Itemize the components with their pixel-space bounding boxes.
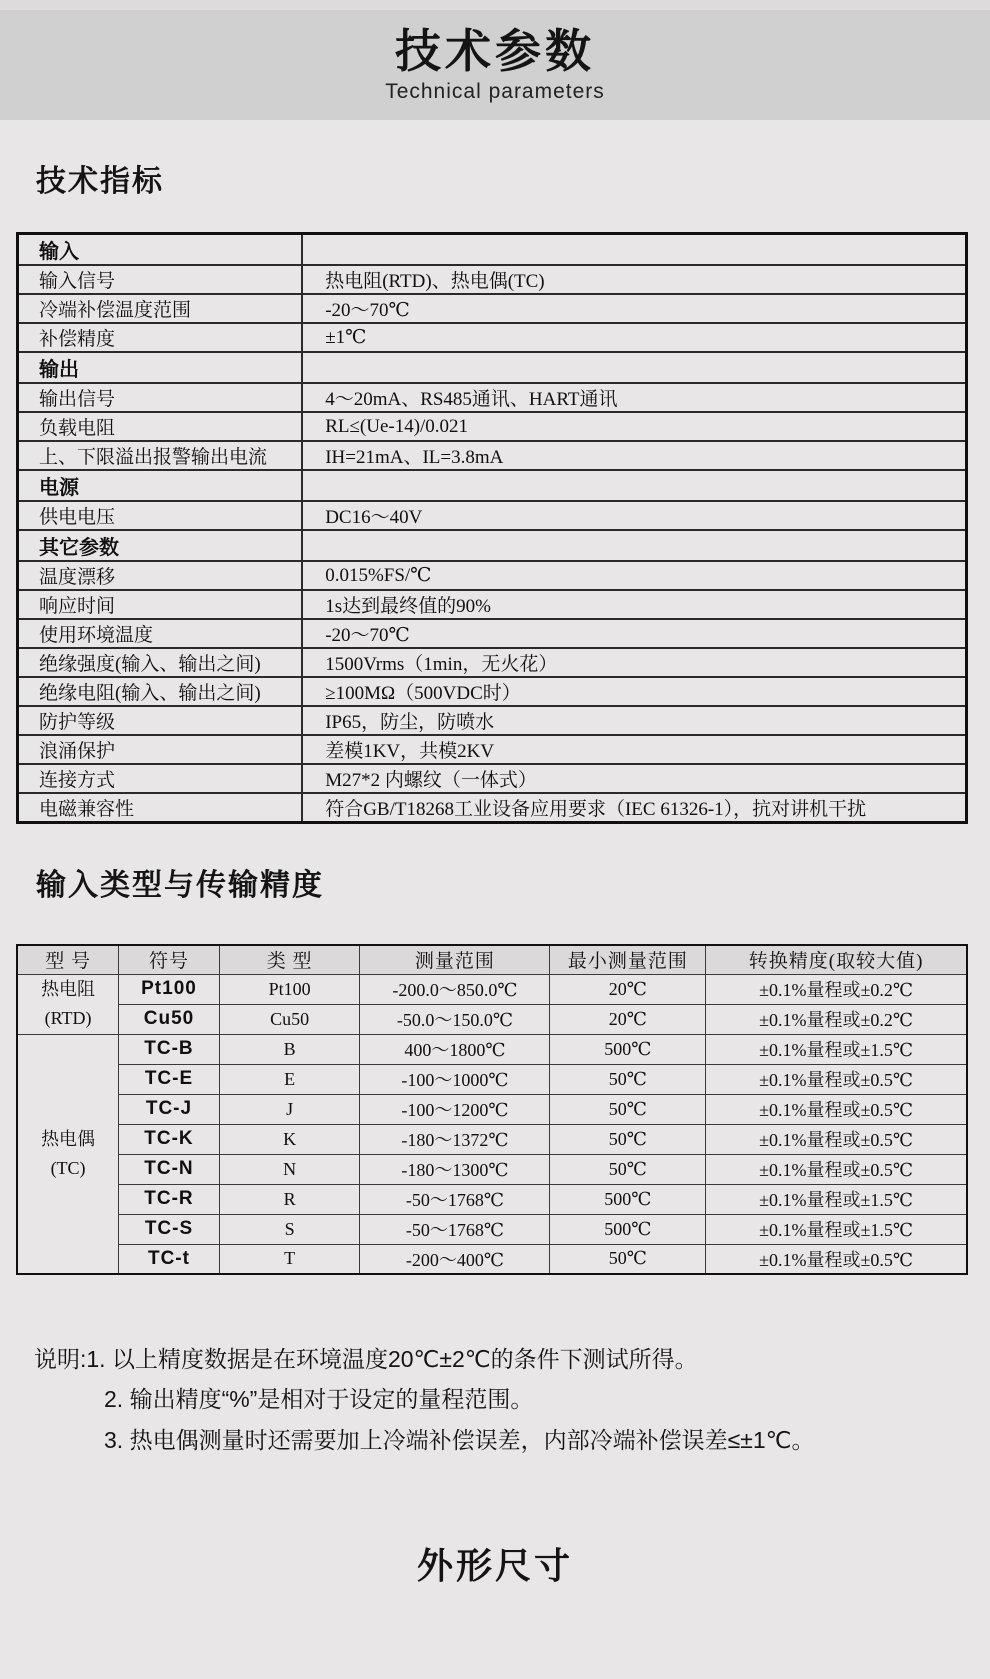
io-column-header: 转换精度(取较大值) (706, 945, 967, 974)
io-symbol-cell: Cu50 (119, 1004, 220, 1034)
spec-label-cell: 输出 (18, 352, 303, 383)
table-row (18, 383, 967, 412)
spec-value-cell: 0.015%FS/℃ (302, 561, 966, 590)
spec-value-cell: M27*2 内螺纹（一体式） (302, 764, 966, 793)
table-row (18, 501, 967, 530)
io-type-cell: J (219, 1094, 360, 1124)
spec-value-cell: IP65，防尘，防喷水 (302, 706, 966, 735)
note-text: 2. 输出精度“%”是相对于设定的量程范围。 (104, 1386, 534, 1413)
table-row (18, 764, 967, 793)
table-row (18, 441, 967, 470)
io-range-cell: -180～1372℃ (360, 1124, 550, 1154)
table-row (17, 1004, 967, 1034)
io-accuracy-cell: ±0.1%量程或±1.5℃ (706, 1214, 967, 1244)
spec-table (16, 232, 968, 824)
table-row (17, 1124, 967, 1154)
io-min-range-cell: 500℃ (550, 1214, 706, 1244)
page-title: 技术参数 (395, 24, 595, 77)
io-range-cell: -100～1000℃ (360, 1064, 550, 1094)
table-row (18, 352, 967, 383)
note-text: 1. 以上精度数据是在环境温度20℃±2℃的条件下测试所得。 (86, 1346, 698, 1372)
spec-label-cell: 负载电阻 (18, 412, 303, 441)
table-row (18, 590, 967, 619)
io-symbol-cell: Pt100 (119, 974, 220, 1004)
io-column-header: 最小测量范围 (550, 945, 706, 974)
table-row (17, 1184, 967, 1214)
spec-value-cell: IH=21mA、IL=3.8mA (302, 441, 966, 470)
spec-value-cell: -20～70℃ (302, 619, 966, 648)
table-row (17, 1034, 967, 1064)
table-row (17, 1064, 967, 1094)
table-row (18, 793, 967, 823)
io-table (16, 944, 968, 1275)
table-row (18, 561, 967, 590)
spec-label-cell: 电磁兼容性 (18, 793, 303, 823)
table-row (18, 530, 967, 561)
table-row (18, 470, 967, 501)
page-subtitle: Technical parameters (385, 80, 605, 104)
io-range-cell: -200～400℃ (360, 1244, 550, 1274)
io-header-row (17, 945, 967, 974)
io-type-cell: T (219, 1244, 360, 1274)
io-type-cell: Pt100 (219, 974, 360, 1004)
io-accuracy-cell: ±0.1%量程或±0.2℃ (706, 1004, 967, 1034)
table-row (17, 1214, 967, 1244)
io-accuracy-cell: ±0.1%量程或±0.5℃ (706, 1064, 967, 1094)
spec-label-cell: 输出信号 (18, 383, 303, 412)
io-range-cell: 400～1800℃ (360, 1034, 550, 1064)
spec-label-cell: 上、下限溢出报警输出电流 (18, 441, 303, 470)
io-model-line: (RTD) (44, 1008, 92, 1028)
io-model-line: (TC) (50, 1157, 86, 1178)
table-row (17, 1154, 967, 1184)
top-strip (0, 0, 990, 10)
io-type-cell: K (219, 1124, 360, 1154)
spec-label-cell: 连接方式 (18, 764, 303, 793)
io-min-range-cell: 20℃ (550, 974, 706, 1004)
io-min-range-cell: 500℃ (550, 1184, 706, 1214)
spec-label-cell: 响应时间 (18, 590, 303, 619)
io-symbol-cell: TC-S (119, 1214, 220, 1244)
spec-label-cell: 使用环境温度 (18, 619, 303, 648)
table-row (17, 1094, 967, 1124)
io-type-cell: Cu50 (219, 1004, 360, 1034)
table-row (17, 974, 967, 1004)
spec-value-cell: 热电阻(RTD)、热电偶(TC) (302, 265, 966, 294)
io-model-line: 热电偶 (41, 1128, 96, 1149)
spec-value-cell: ±1℃ (302, 323, 966, 352)
io-type-cell: B (219, 1034, 360, 1064)
spec-value-cell: 符合GB/T18268工业设备应用要求（IEC 61326-1），抗对讲机干扰 (302, 793, 966, 823)
spec-label-cell: 防护等级 (18, 706, 303, 735)
io-range-cell: -50～1768℃ (360, 1214, 550, 1244)
io-range-cell: -180～1300℃ (360, 1154, 550, 1184)
io-range-cell: -50.0～150.0℃ (360, 1004, 550, 1034)
table-row (18, 265, 967, 294)
table-row (18, 706, 967, 735)
table-row (18, 619, 967, 648)
io-column-header: 型 号 (17, 945, 119, 974)
io-symbol-cell: TC-N (119, 1154, 220, 1184)
note-text: 3. 热电偶测量时还需要加上冷端补偿误差，内部冷端补偿误差≤±1℃。 (104, 1426, 815, 1453)
io-min-range-cell: 20℃ (550, 1004, 706, 1034)
spec-label-cell: 补偿精度 (18, 323, 303, 352)
io-range-cell: -50～1768℃ (360, 1184, 550, 1214)
io-symbol-cell: TC-J (119, 1094, 220, 1124)
io-column-header: 测量范围 (360, 945, 550, 974)
spec-label-cell: 浪涌保护 (18, 735, 303, 764)
spec-label-cell: 供电电压 (18, 501, 303, 530)
spec-value-cell (302, 234, 966, 266)
spec-label-cell: 冷端补偿温度范围 (18, 294, 303, 323)
table-row (18, 323, 967, 352)
spec-label-cell: 绝缘电阻(输入、输出之间) (18, 677, 303, 706)
io-min-range-cell: 50℃ (550, 1244, 706, 1274)
table-row (18, 234, 967, 266)
table-row (18, 412, 967, 441)
spec-label-cell: 绝缘强度(输入、输出之间) (18, 648, 303, 677)
io-type-cell: N (219, 1154, 360, 1184)
note-prefix: 说明: (34, 1346, 87, 1372)
io-symbol-cell: TC-R (119, 1184, 220, 1214)
io-model-cell (17, 974, 119, 1034)
spec-value-cell: -20～70℃ (302, 294, 966, 323)
spec-label-cell: 输入信号 (18, 265, 303, 294)
io-min-range-cell: 500℃ (550, 1034, 706, 1064)
spec-value-cell: RL≤(Ue-14)/0.021 (302, 412, 966, 441)
spec-value-cell (302, 530, 966, 561)
io-type-cell: R (219, 1184, 360, 1214)
io-section-heading: 输入类型与传输精度 (36, 869, 324, 902)
io-type-cell: E (219, 1064, 360, 1094)
io-symbol-cell: TC-E (119, 1064, 220, 1094)
title-band (0, 10, 990, 120)
note-line (34, 1339, 990, 1379)
io-column-header: 类 型 (219, 945, 360, 974)
io-min-range-cell: 50℃ (550, 1154, 706, 1184)
io-min-range-cell: 50℃ (550, 1064, 706, 1094)
spec-value-cell (302, 352, 966, 383)
spec-section-heading: 技术指标 (36, 165, 164, 198)
spec-value-cell: DC16～40V (302, 501, 966, 530)
spec-value-cell: ≥100MΩ（500VDC时） (302, 677, 966, 706)
note-line (34, 1420, 990, 1460)
spec-value-cell: 差模1KV，共模2KV (302, 735, 966, 764)
spec-label-cell: 温度漂移 (18, 561, 303, 590)
dimensions-heading: 外形尺寸 (416, 1544, 573, 1586)
spec-value-cell (302, 470, 966, 501)
io-accuracy-cell: ±0.1%量程或±0.2℃ (706, 974, 967, 1004)
table-row (18, 677, 967, 706)
table-row (17, 1244, 967, 1274)
io-model-line: 热电阻 (41, 979, 96, 1000)
spec-label-cell: 电源 (18, 470, 303, 501)
spec-value-cell: 4～20mA、RS485通讯、HART通讯 (302, 383, 966, 412)
io-range-cell: -100～1200℃ (360, 1094, 550, 1124)
spec-value-cell: 1500Vrms（1min，无火花） (302, 648, 966, 677)
table-row (18, 294, 967, 323)
io-type-cell: S (219, 1214, 360, 1244)
io-accuracy-cell: ±0.1%量程或±0.5℃ (706, 1154, 967, 1184)
io-column-header: 符号 (119, 945, 220, 974)
io-min-range-cell: 50℃ (550, 1094, 706, 1124)
io-accuracy-cell: ±0.1%量程或±0.5℃ (706, 1124, 967, 1154)
io-accuracy-cell: ±0.1%量程或±1.5℃ (706, 1034, 967, 1064)
io-accuracy-cell: ±0.1%量程或±0.5℃ (706, 1094, 967, 1124)
io-symbol-cell: TC-B (119, 1034, 220, 1064)
spec-label-cell: 其它参数 (18, 530, 303, 561)
note-line (34, 1379, 990, 1419)
io-symbol-cell: TC-t (119, 1244, 220, 1274)
io-symbol-cell: TC-K (119, 1124, 220, 1154)
io-accuracy-cell: ±0.1%量程或±0.5℃ (706, 1244, 967, 1274)
io-min-range-cell: 50℃ (550, 1124, 706, 1154)
io-model-cell (17, 1034, 119, 1274)
io-accuracy-cell: ±0.1%量程或±1.5℃ (706, 1184, 967, 1214)
table-row (18, 735, 967, 764)
notes-block (34, 1339, 990, 1460)
spec-label-cell: 输入 (18, 234, 303, 266)
io-range-cell: -200.0～850.0℃ (360, 974, 550, 1004)
table-row (18, 648, 967, 677)
spec-value-cell: 1s达到最终值的90% (302, 590, 966, 619)
